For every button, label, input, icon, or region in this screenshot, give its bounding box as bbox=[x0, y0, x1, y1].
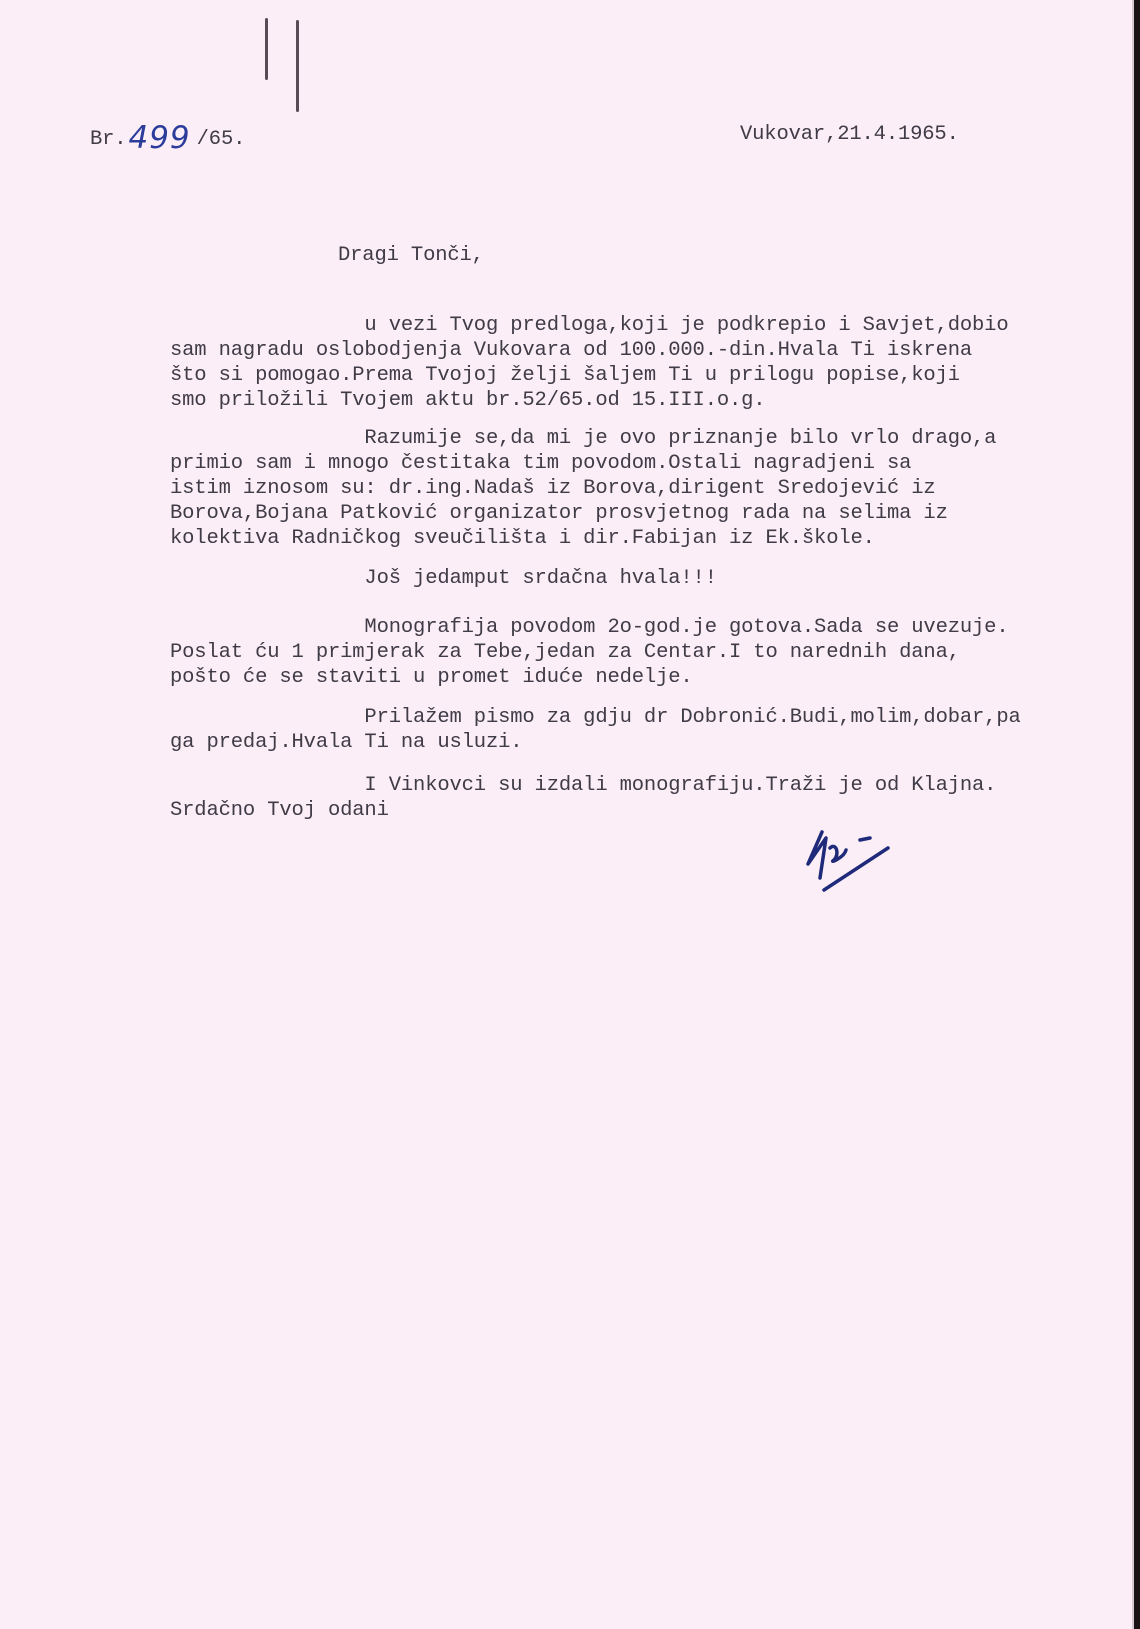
text-line: Srdačno Tvoj odani bbox=[170, 799, 389, 822]
margin-mark bbox=[296, 20, 299, 112]
text-line: sam nagradu oslobodjenja Vukovara od 100.000.-din.Hvala Ti iskrena bbox=[170, 339, 973, 362]
reference-suffix: /65. bbox=[196, 128, 246, 151]
reference-number bbox=[90, 120, 246, 156]
text-line: Razumije se,da mi je ovo priznanje bilo vrlo drago,a bbox=[170, 427, 997, 450]
paragraph bbox=[170, 773, 996, 823]
paragraph bbox=[170, 313, 1009, 413]
text-line: Poslat ću 1 primjerak za Tebe,jedan za Centar.I to narednih dana, bbox=[170, 641, 960, 664]
scan-edge bbox=[1134, 0, 1140, 1629]
text-line: smo priložili Tvojem aktu br.52/65.od 15.III.o.g. bbox=[170, 389, 766, 412]
paragraph bbox=[170, 426, 996, 551]
place-date: Vukovar,21.4.1965. bbox=[740, 123, 959, 146]
reference-prefix: Br. bbox=[90, 128, 127, 151]
handwritten-signature bbox=[800, 818, 910, 898]
text-line: ga predaj.Hvala Ti na usluzi. bbox=[170, 731, 523, 754]
text-line: kolektiva Radničkog sveučilišta i dir.Fabijan iz Ek.škole. bbox=[170, 527, 875, 550]
text-line: Borova,Bojana Patković organizator prosvjetnog rada na selima iz bbox=[170, 502, 948, 525]
text-line: u vezi Tvog predloga,koji je podkrepio i Savjet,dobio bbox=[170, 314, 1009, 337]
paragraph bbox=[170, 615, 1009, 690]
margin-mark bbox=[265, 18, 268, 80]
paragraph bbox=[170, 705, 1021, 755]
text-line: I Vinkovci su izdali monografiju.Traži je od Klajna. bbox=[170, 774, 997, 797]
text-line: pošto će se staviti u promet iduće nedelje. bbox=[170, 666, 693, 689]
paragraph bbox=[170, 566, 717, 591]
salutation: Dragi Tonči, bbox=[338, 244, 484, 267]
handwritten-reference: 499 bbox=[128, 120, 191, 156]
text-line: istim iznosom su: dr.ing.Nadaš iz Borova,dirigent Sredojević iz bbox=[170, 477, 936, 500]
text-line: Prilažem pismo za gdju dr Dobronić.Budi,molim,dobar,pa bbox=[170, 706, 1021, 729]
text-line: Još jedamput srdačna hvala!!! bbox=[170, 567, 717, 590]
text-line: što si pomogao.Prema Tvojoj želji šaljem Ti u prilogu popise,koji bbox=[170, 364, 960, 387]
text-line: primio sam i mnogo čestitaka tim povodom.Ostali nagradjeni sa bbox=[170, 452, 912, 475]
text-line: Monografija povodom 2o-god.je gotova.Sada se uvezuje. bbox=[170, 616, 1009, 639]
